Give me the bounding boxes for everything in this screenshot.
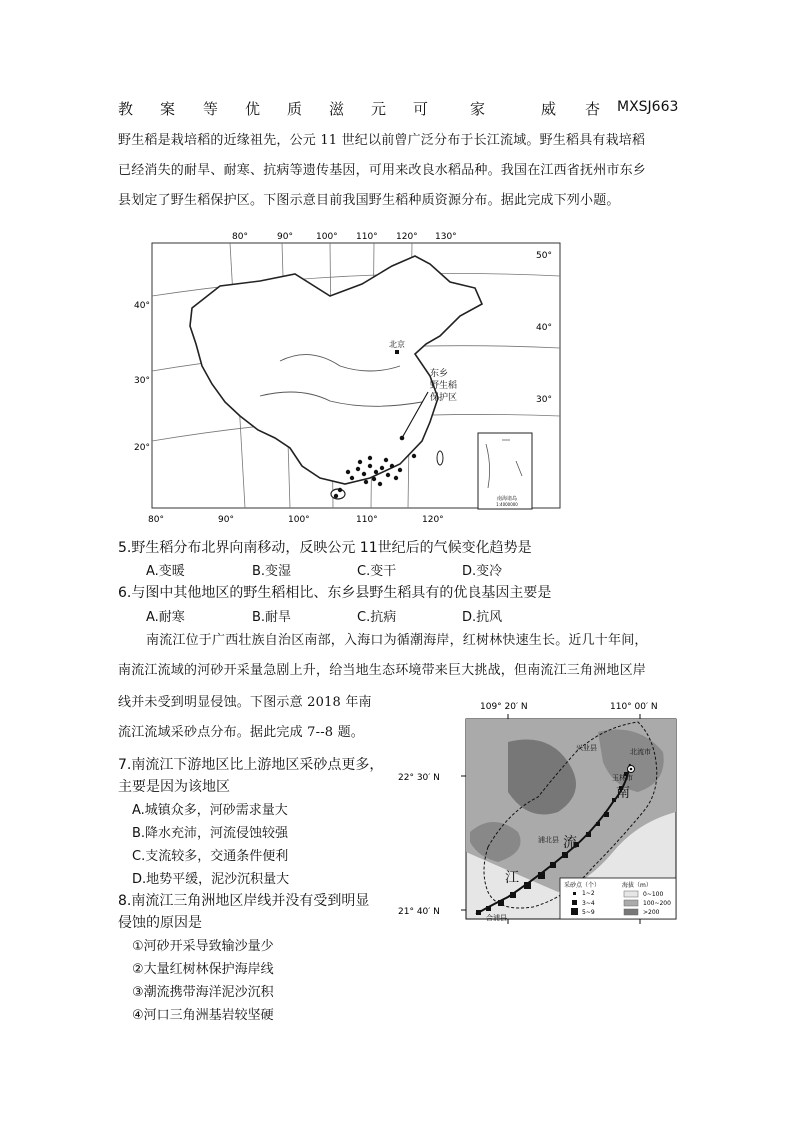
intro2-line: 南流江流域的河砂开采量急剧上升，给当地生态环境带来巨大挑战，但南流江三角洲地区岸: [118, 663, 647, 678]
header-char: 威: [541, 100, 557, 118]
sand-point: [524, 882, 531, 889]
wild-rice-point: [386, 473, 390, 477]
legend-symbol-medium: [572, 900, 577, 905]
q7-option-d: D.地势平缓，泥沙沉积量大: [132, 872, 290, 887]
river-label-char: 南: [616, 785, 630, 801]
legend-item: 5~9: [582, 909, 595, 916]
q7-option-b: B.降水充沛，河流侵蚀较强: [132, 826, 289, 841]
place-label: 浦北县: [538, 836, 559, 844]
lon-label: 100°: [316, 232, 338, 242]
wild-rice-point: [356, 467, 360, 471]
header-char: 优: [245, 100, 261, 118]
intro-paragraph-1: [118, 126, 688, 216]
q8-option-1: ①河砂开采导致输沙量少: [132, 939, 274, 954]
legend-symbol-small: [573, 892, 576, 895]
legend-elev-high: [624, 909, 638, 915]
lon-label: 80°: [232, 232, 248, 242]
yulin-city-dot: [630, 768, 633, 771]
lon-label: 90°: [277, 232, 293, 242]
q6-option-b: B.耐旱: [252, 610, 292, 625]
legend-title: 采砂点（个）: [564, 882, 601, 889]
place-label: 北流市: [630, 748, 651, 756]
q7-option-c: C.支流较多，交通条件便利: [132, 849, 289, 864]
wild-rice-point: [338, 488, 342, 492]
intro-line: 县划定了野生稻保护区。下图示意目前我国野生稻种质资源分布。据此完成下列小题。: [118, 193, 620, 208]
legend-elev-mid: [624, 900, 638, 906]
question-6-stem: 6.与图中其他地区的野生稻相比、东乡县野生稻具有的优良基因主要是: [118, 585, 552, 601]
place-label: 兴业县: [576, 744, 597, 752]
header-char: 质: [287, 100, 303, 118]
sand-point: [550, 862, 556, 868]
lon-label: 100°: [288, 515, 310, 525]
header-char: 杏: [585, 100, 601, 118]
intro-line: 已经消失的耐旱、耐寒、抗病等遗传基因，可用来改良水稻品种。我国在江西省抚州市东乡: [118, 163, 647, 178]
q5-option-a: A.变暖: [146, 564, 185, 579]
china-wild-rice-map: [130, 226, 570, 531]
sand-point: [498, 900, 504, 906]
wild-rice-point: [346, 470, 350, 474]
beijing-marker: [395, 350, 399, 354]
lon-label: 120°: [422, 515, 444, 525]
sand-point: [596, 822, 600, 826]
wild-rice-point: [398, 468, 402, 472]
place-label: 玉林市: [612, 774, 633, 782]
lat-label: 30°: [134, 376, 150, 386]
q5-option-b: B.变湿: [252, 564, 292, 579]
annotation-line: 保护区: [430, 393, 458, 403]
wild-rice-point: [368, 456, 372, 460]
header-code: MXSJ663: [617, 99, 679, 115]
legend-symbol-large: [571, 908, 578, 915]
sand-point: [510, 892, 516, 898]
intro-line: 野生稻是栽培稻的近缘祖先，公元 11 世纪以前曾广泛分布于长江流域。野生稻具有栽培稻: [118, 133, 646, 148]
lat-label: 40°: [536, 323, 552, 333]
wild-rice-point: [390, 464, 394, 468]
legend-item: >200: [643, 909, 660, 916]
q5-option-d: D.变冷: [462, 564, 503, 579]
q8-option-3: ③潮流携带海洋泥沙沉积: [132, 985, 274, 1000]
sand-point: [476, 910, 481, 915]
q7-option-a: A.城镇众多，河砂需求量大: [132, 803, 288, 818]
question-8-stem: 8.南流江三角洲地区岸线并没有受到明显: [118, 893, 370, 909]
lon-label: 90°: [218, 515, 234, 525]
annotation-line: 野生稻: [430, 381, 458, 391]
header-char: 家: [470, 100, 486, 118]
header-char: 可: [413, 100, 429, 118]
q6-option-d: D.抗风: [462, 610, 503, 625]
beijing-label: 北京: [389, 340, 405, 349]
header-char: 滋: [329, 100, 345, 118]
legend-item: 1~2: [582, 890, 595, 897]
question-5-stem: 5.野生稻分布北界向南移动，反映公元 11世纪后的气候变化趋势是: [118, 540, 532, 556]
wild-rice-point: [368, 464, 372, 468]
q8-option-4: ④河口三角洲基岩较坚硬: [132, 1008, 274, 1023]
legend-item: 100~200: [643, 900, 671, 907]
map2-lat-label: 22° 30′ N: [398, 773, 440, 783]
sand-point: [586, 832, 591, 837]
place-label: 合浦县: [486, 914, 507, 922]
sand-point: [604, 812, 609, 817]
map2-lat-label: 21° 40′ N: [398, 907, 440, 917]
header-char: 教: [118, 100, 134, 118]
header-char: 等: [203, 100, 219, 118]
wild-rice-point: [362, 472, 366, 476]
q5-option-c: C.变干: [357, 564, 397, 579]
wild-rice-point: [412, 454, 416, 458]
wild-rice-point: [378, 482, 382, 486]
wild-rice-point: [364, 480, 368, 484]
wild-rice-point: [372, 477, 376, 481]
map2-lon-label: 110° 00′ N: [610, 702, 658, 712]
lat-label: 30°: [536, 395, 552, 405]
legend-elev-low: [624, 891, 638, 897]
river-label-char: 江: [505, 870, 519, 886]
header-char: 案: [160, 100, 176, 118]
q6-option-c: C.抗病: [357, 610, 397, 625]
question-8-stem-cont: 侵蚀的原因是: [118, 915, 202, 931]
question-7-stem-cont: 主要是因为该地区: [118, 779, 230, 795]
sand-point: [486, 906, 491, 911]
wild-rice-point: [374, 470, 378, 474]
sand-point: [538, 872, 545, 879]
question-7-stem: 7.南流江下游地区比上游地区采砂点更多，: [118, 757, 384, 773]
wild-rice-point: [350, 476, 354, 480]
sand-point: [562, 852, 568, 858]
wild-rice-point: [334, 494, 338, 498]
wild-rice-point: [380, 466, 384, 470]
lon-label: 80°: [148, 515, 164, 525]
taiwan-island: [437, 451, 443, 465]
intro2-line: 流江流域采砂点分布。据此完成 7--8 题。: [118, 725, 364, 740]
lat-label: 50°: [536, 251, 552, 261]
lon-label: 110°: [356, 515, 378, 525]
wild-rice-point: [358, 460, 362, 464]
inset-scale: 1:4000000: [496, 502, 518, 507]
intro2-line: 南流江位于广西壮族自治区南部，入海口为循潮海岸，红树林快速生长。近几十年间，: [146, 633, 648, 648]
inset-label: 南海诸岛: [496, 496, 518, 502]
q6-option-a: A.耐寒: [146, 610, 185, 625]
q8-option-2: ②大量红树林保护海岸线: [132, 962, 274, 977]
annotation-line: 东乡: [430, 369, 449, 379]
lon-label: 120°: [396, 232, 418, 242]
legend-item: 3~4: [582, 900, 595, 907]
lon-label: 110°: [356, 232, 378, 242]
nanliu-river-map: [398, 692, 688, 942]
legend-title: 海拔（m）: [622, 882, 652, 889]
wild-rice-point: [394, 476, 398, 480]
river-label-char: 流: [563, 835, 577, 851]
legend-item: 0~100: [643, 891, 664, 898]
lat-label: 20°: [134, 443, 150, 453]
header-char: 元: [371, 100, 387, 118]
map2-lon-label: 109° 20′ N: [480, 702, 528, 712]
lon-label: 130°: [435, 232, 457, 242]
lat-label: 40°: [134, 301, 150, 311]
intro2-line: 线并未受到明显侵蚀。下图示意 2018 年南: [118, 695, 372, 710]
header: [118, 98, 688, 124]
wild-rice-point: [384, 458, 388, 462]
